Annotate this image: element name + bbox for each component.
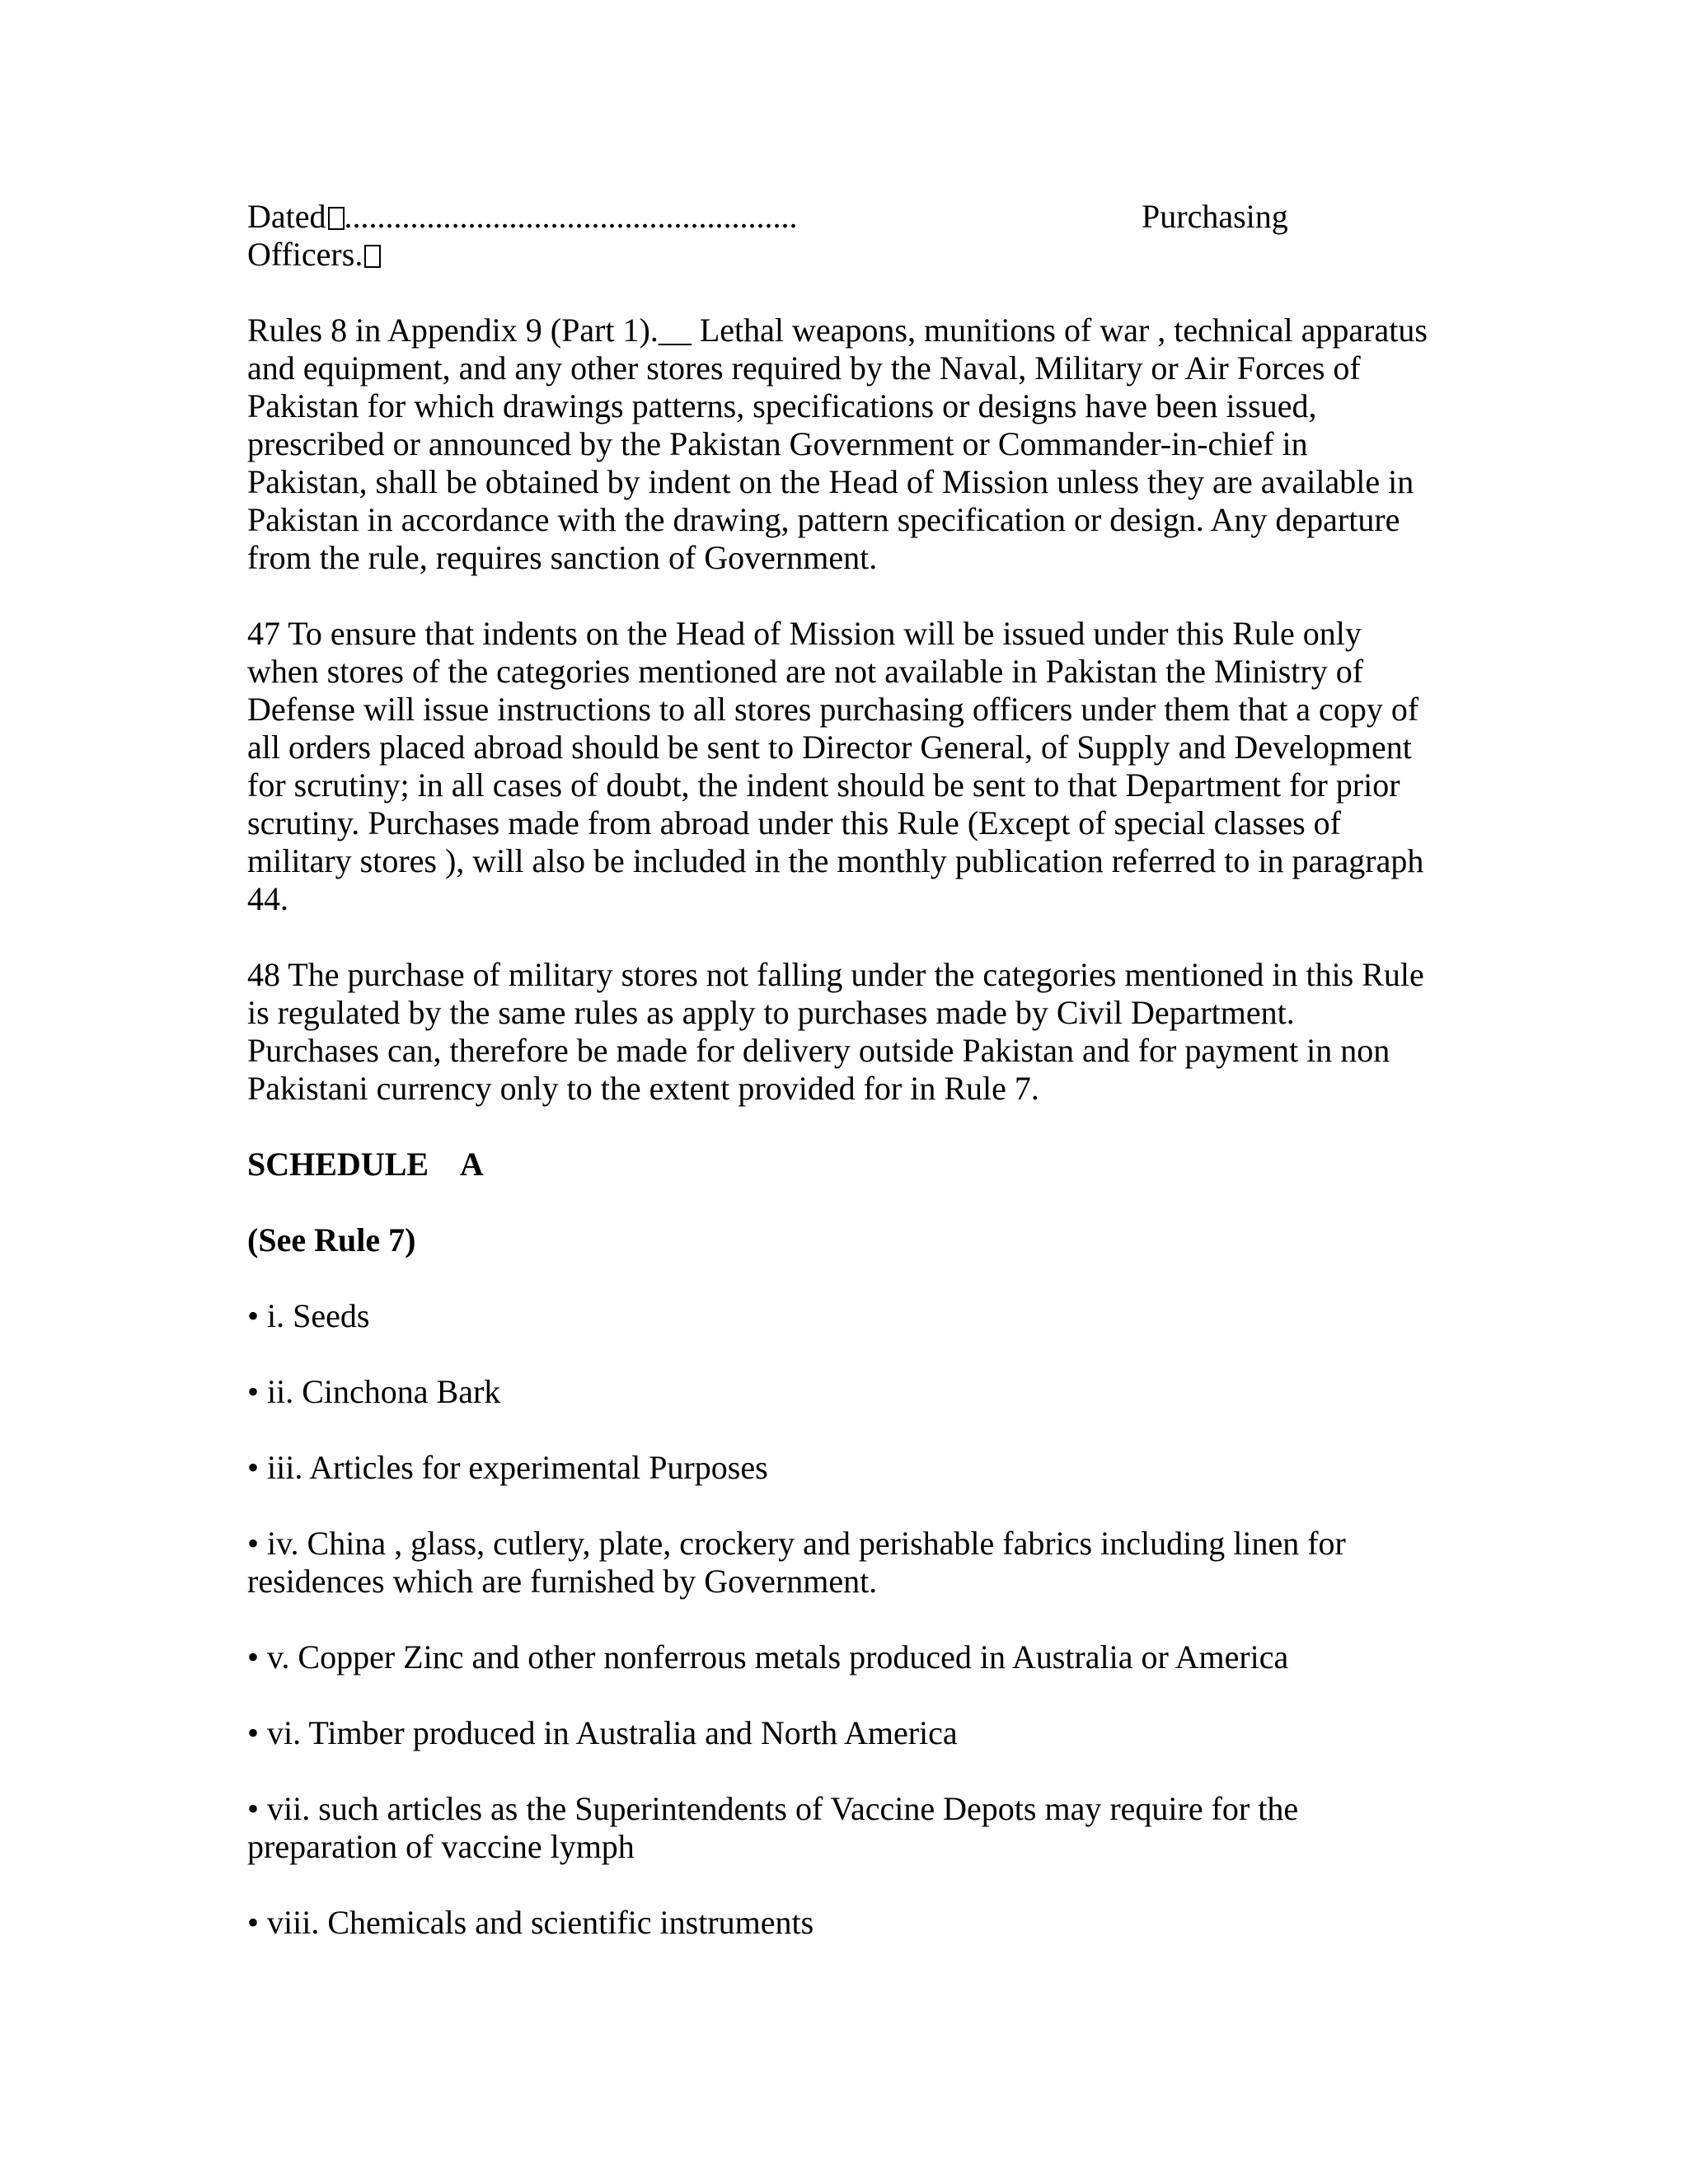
schedule-title: SCHEDULE A xyxy=(247,1146,484,1183)
list-item: • ii. Cinchona Bark xyxy=(247,1373,501,1410)
list-item: • iv. China , glass, cutlery, plate, crockery and perishable fabrics including linen for residences which are furnished by Government. xyxy=(247,1525,1346,1600)
purchasing-label: Purchasing xyxy=(1142,198,1288,235)
paragraph-rule-8: Rules 8 in Appendix 9 (Part 1).__ Lethal weapons, munitions of war , technical apparatus and equipment, and any other stores required by the Naval, Military or Air Forces of Pakistan for which drawings patterns, specifications or designs have been issued, prescribed or announced by the Pakistan Government or Commander-in-chief in Pakistan, shall be obtained by indent on the Head of Mission unless they are available in Pakistan in accordance with the drawing, pattern specification or design. Any departure from the rule, requires sanction of Government. xyxy=(247,312,1428,576)
list-item: • i. Seeds xyxy=(247,1297,370,1334)
dated-line xyxy=(247,198,1434,236)
dated-label: Dated xyxy=(247,198,326,235)
schedule-list xyxy=(247,1297,1434,1942)
dated-field xyxy=(247,198,798,236)
list-item: • iii. Articles for experimental Purposes xyxy=(247,1449,768,1486)
schedule-subtitle: (See Rule 7) xyxy=(247,1221,416,1258)
paragraph-48: 48 The purchase of military stores not falling under the categories mentioned in this Rule is regulated by the same rules as apply to purchases made by Civil Department. Purchases can, therefore be made for delivery outside Pakistan and for payment in non Pakistani currency only to the extent provided for in Rule 7. xyxy=(247,956,1424,1107)
missing-glyph-icon xyxy=(364,245,381,268)
list-item: • vii. such articles as the Superintendents of Vaccine Depots may require for the preparation of vaccine lymph xyxy=(247,1790,1299,1865)
missing-glyph-icon xyxy=(328,207,345,230)
paragraph-47: 47 To ensure that indents on the Head of Mission will be issued under this Rule only when stores of the categories mentioned are not available in Pakistan the Ministry of Defense will issue instructions to all stores purchasing officers under them that a copy of all orders placed abroad should be sent to Director General, of Supply and Development for scrutiny; in all cases of doubt, the indent should be sent to that Department for prior scrutiny. Purchases made from abroad under this Rule (Except of special classes of military stores ), will also be included in the monthly publication referred to in paragraph 44. xyxy=(247,615,1424,917)
list-item: • viii. Chemicals and scientific instruments xyxy=(247,1904,814,1941)
officers-label: Officers. xyxy=(247,236,363,273)
dated-dots: ....................................................... xyxy=(344,198,798,235)
list-item: • vi. Timber produced in Australia and North America xyxy=(247,1714,958,1751)
document-content xyxy=(247,198,1434,1980)
list-item: • v. Copper Zinc and other nonferrous metals produced in Australia or America xyxy=(247,1638,1289,1675)
officers-line xyxy=(247,236,1434,274)
